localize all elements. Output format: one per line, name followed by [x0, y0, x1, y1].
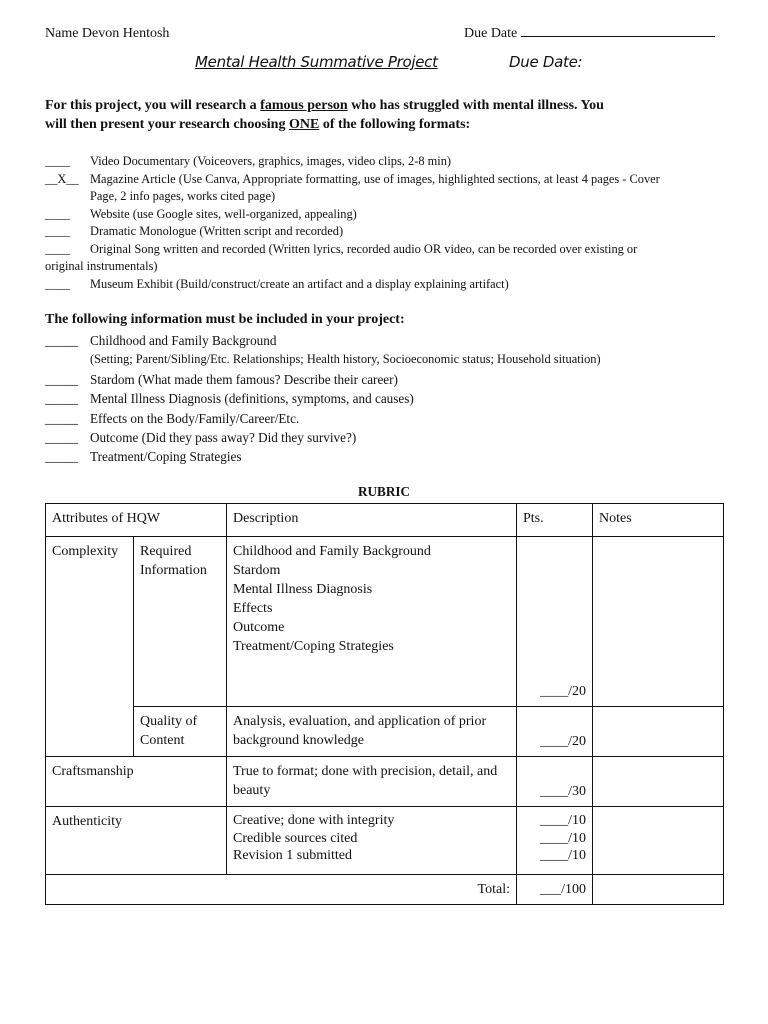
- cell-auth-pts: [517, 807, 593, 875]
- requirements-heading: The following information must be included in your project:: [45, 312, 405, 327]
- auth-pts[interactable]: ____/10: [540, 830, 586, 846]
- cell-quality-notes[interactable]: [593, 707, 724, 757]
- rubric-title: RUBRIC: [357, 484, 411, 499]
- requirement-mark[interactable]: _____: [45, 410, 78, 426]
- rubric-row-quality: [46, 707, 724, 757]
- auth-pts[interactable]: ____/10: [540, 813, 586, 828]
- requirement-mark[interactable]: _____: [45, 333, 78, 348]
- requirement-mark[interactable]: _____: [45, 371, 78, 387]
- intro-text-1: For this project, you will research a: [45, 98, 261, 113]
- rubric-table: [45, 503, 724, 905]
- requirement-mark[interactable]: _____: [45, 430, 78, 446]
- cell-authenticity: Authenticity: [46, 807, 227, 875]
- required-item: Mental Illness Diagnosis: [233, 582, 373, 597]
- requirement-item[interactable]: [45, 447, 601, 466]
- requirement-text: Childhood and Family Background: [90, 333, 277, 348]
- due-date-blank[interactable]: [521, 36, 715, 37]
- requirement-text: Outcome (Did they pass away? Did they survive?): [90, 430, 357, 446]
- rubric-header-row: [46, 504, 724, 537]
- cell-craftsmanship: Craftsmanship: [46, 757, 227, 807]
- auth-pts[interactable]: ____/10: [540, 848, 586, 863]
- intro-one: ONE: [288, 117, 320, 132]
- required-item: Outcome: [233, 620, 285, 635]
- header-description: Description: [227, 504, 517, 537]
- header-attributes: Attributes of HQW: [46, 504, 227, 537]
- cell-craft-description: True to format; done with precision, detail, and beauty: [227, 757, 517, 807]
- requirement-text: Effects on the Body/Family/Career/Etc.: [90, 410, 300, 426]
- cell-auth-notes[interactable]: [593, 807, 724, 875]
- format-mark[interactable]: ____: [45, 241, 70, 256]
- cell-total-label: Total:: [46, 875, 517, 905]
- format-list: [45, 153, 660, 293]
- format-text: Museum Exhibit (Build/construct/create an artifact and a display explaining artifact): [90, 276, 509, 291]
- header-notes: Notes: [593, 504, 724, 537]
- due-date-label: Due Date: [464, 26, 518, 41]
- intro-famous: famous person: [260, 98, 348, 113]
- format-mark[interactable]: __X__: [45, 171, 79, 186]
- cell-quality-of-content: Quality of Content: [134, 707, 227, 757]
- format-item[interactable]: [45, 241, 660, 259]
- cell-required-notes[interactable]: [593, 537, 724, 707]
- cell-total-notes[interactable]: [593, 875, 724, 905]
- rubric-row-craftsmanship: [46, 757, 724, 807]
- cell-quality-pts[interactable]: ____/20: [517, 707, 593, 757]
- requirement-item[interactable]: [45, 409, 601, 428]
- requirement-text: Mental Illness Diagnosis (definitions, symptoms, and causes): [90, 391, 414, 407]
- intro-text-4: of the following formats:: [319, 117, 471, 132]
- format-item[interactable]: [45, 223, 660, 241]
- header-pts: Pts.: [517, 504, 593, 537]
- format-text: Video Documentary (Voiceovers, graphics, images, video clips, 2-8 min): [90, 154, 452, 168]
- requirement-mark[interactable]: _____: [45, 391, 78, 407]
- format-item[interactable]: [45, 206, 660, 224]
- due-date-field: [464, 26, 715, 42]
- format-mark[interactable]: ____: [45, 276, 70, 291]
- handwritten-due-date: Due Date:: [509, 53, 583, 71]
- requirement-text: Stardom (What made them famous? Describe their career): [90, 371, 398, 387]
- format-text: Dramatic Monologue (Written script and recorded): [90, 224, 344, 238]
- cell-required-description: [227, 537, 517, 707]
- auth-item: Credible sources cited: [233, 830, 358, 846]
- intro-text-3: will then present your research choosing: [45, 117, 289, 132]
- requirement-sub: (Setting; Parent/Sibling/Etc. Relationships; Health history, Socioeconomic status; Household situation): [90, 352, 601, 367]
- cell-craft-notes[interactable]: [593, 757, 724, 807]
- format-mark[interactable]: ____: [45, 154, 70, 168]
- requirement-item[interactable]: [45, 331, 601, 350]
- requirement-mark[interactable]: _____: [45, 449, 78, 465]
- intro-text-2: who has struggled with mental illness. You: [347, 98, 604, 113]
- format-mark[interactable]: ____: [45, 224, 70, 238]
- cell-required-information: Required Information: [134, 537, 227, 707]
- format-item[interactable]: [45, 171, 660, 189]
- student-name: Name Devon Hentosh: [45, 26, 170, 41]
- format-text: Website (use Google sites, well-organized, appealing): [90, 206, 357, 221]
- rubric-row-authenticity: [46, 807, 724, 875]
- required-item: Childhood and Family Background: [233, 544, 431, 559]
- cell-auth-description: [227, 807, 517, 875]
- requirement-text: Treatment/Coping Strategies: [90, 449, 242, 465]
- rubric-row-total: [46, 875, 724, 905]
- cell-craft-pts[interactable]: ____/30: [517, 757, 593, 807]
- page-title: Mental Health Summative Project: [195, 53, 438, 71]
- auth-item: Revision 1 submitted: [233, 848, 352, 863]
- format-item[interactable]: [45, 276, 660, 294]
- format-mark[interactable]: ____: [45, 206, 70, 221]
- requirement-item[interactable]: [45, 428, 601, 447]
- intro-paragraph: [45, 96, 604, 134]
- format-item-continued: original instrumentals): [45, 259, 158, 273]
- cell-total-pts[interactable]: ___/100: [517, 875, 593, 905]
- required-item: Effects: [233, 601, 273, 616]
- requirements-list: [45, 331, 601, 467]
- cell-quality-description: Analysis, evaluation, and application of prior background knowledge: [227, 707, 517, 757]
- format-item-continued: Page, 2 info pages, works cited page): [90, 189, 276, 203]
- required-item: Stardom: [233, 563, 281, 578]
- cell-required-pts[interactable]: ____/20: [517, 537, 593, 707]
- auth-item: Creative; done with integrity: [233, 813, 395, 828]
- rubric-row-required: [46, 537, 724, 707]
- format-text: Original Song written and recorded (Written lyrics, recorded audio OR video, can be recorded over existing or: [90, 241, 638, 256]
- required-item: Treatment/Coping Strategies: [233, 639, 394, 654]
- format-text: Magazine Article (Use Canva, Appropriate formatting, use of images, highlighted sections, at least 4 pages - Cover: [90, 171, 660, 186]
- format-item[interactable]: [45, 153, 660, 171]
- cell-complexity: Complexity: [46, 537, 134, 757]
- requirement-item[interactable]: [45, 370, 601, 389]
- requirement-item[interactable]: [45, 389, 601, 408]
